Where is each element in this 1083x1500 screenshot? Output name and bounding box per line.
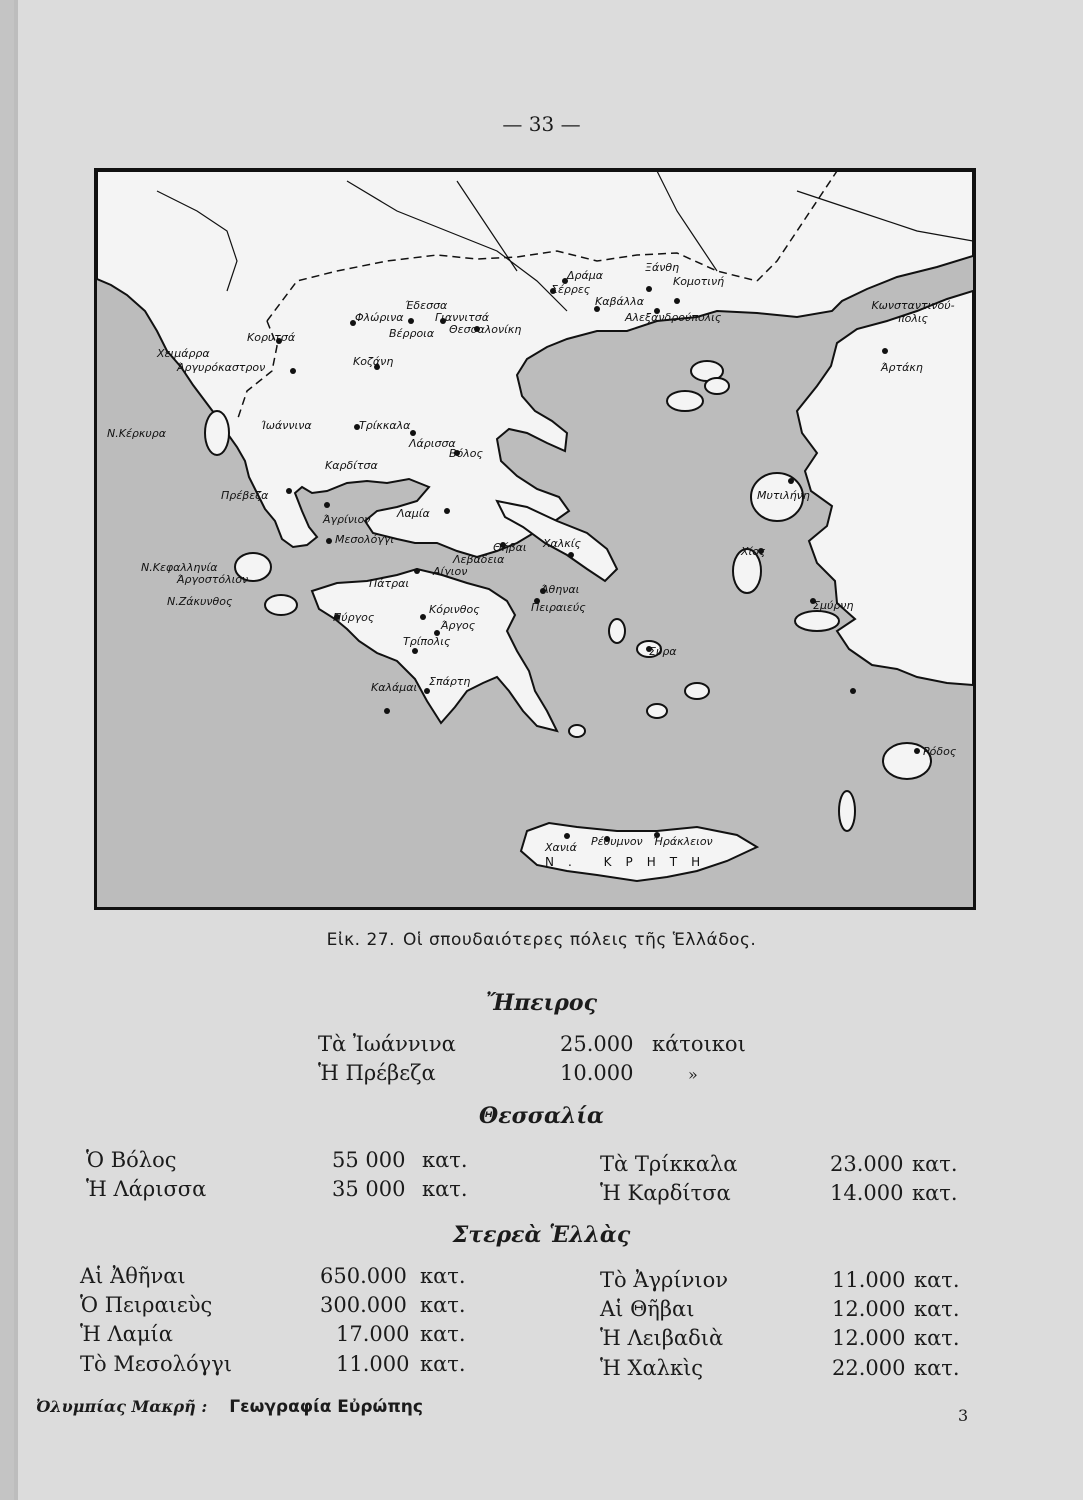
population: 55 000: [332, 1148, 406, 1172]
label-rodos: Ρόδος: [923, 745, 957, 758]
label-lamia: Λαμία: [397, 507, 430, 520]
population: 25.000: [560, 1032, 634, 1056]
label-mytilini: Μυτιλήνη: [757, 489, 810, 502]
unit: κάτοικοι: [652, 1032, 746, 1056]
label-argyrokastron: Άργυρόκαστρον: [177, 361, 266, 374]
city-name: Ἡ Καρδίτσα: [600, 1181, 731, 1205]
heading-thessalia: Θεσσαλία: [479, 1103, 604, 1129]
label-ioannina: Ίωάννινα: [261, 419, 312, 432]
label-thivai: Θήβαι: [493, 541, 527, 554]
label-trikala: Τρίκκαλα: [359, 419, 411, 432]
city-name: Τὸ Ἀγρίνιον: [600, 1268, 729, 1292]
label-kalamai: Καλάμαι: [371, 681, 418, 694]
population: 11.000: [832, 1268, 906, 1292]
label-drama: Δράμα: [567, 269, 604, 282]
label-tripolis: Τρίπολις: [403, 635, 451, 648]
city-name: Αἱ Θῆβαι: [600, 1297, 695, 1321]
label-preveza: Πρέβεζα: [221, 489, 269, 502]
city-name: Τὰ Τρίκκαλα: [600, 1152, 738, 1176]
label-kerkyra: Ν.Κέρκυρα: [107, 427, 166, 440]
city-name: Ὁ Βόλος: [86, 1148, 177, 1172]
caption-number: Εἰκ. 27.: [326, 930, 395, 950]
island-paros: [647, 704, 667, 718]
population: 12.000: [832, 1326, 906, 1350]
island-andros: [609, 619, 625, 643]
label-larisa: Λάρισσα: [409, 437, 456, 450]
city-name: Αἱ Ἀθῆναι: [80, 1264, 186, 1288]
unit: κατ.: [420, 1322, 466, 1346]
label-kefallinia: Ν.Κεφαλληνία: [141, 561, 218, 574]
label-korinthos: Κόρινθος: [429, 603, 480, 616]
map-drawing: [97, 171, 973, 907]
label-volos: Βόλος: [449, 447, 483, 460]
unit: κατ.: [914, 1297, 960, 1321]
unit: κατ.: [914, 1356, 960, 1380]
label-alexandroupolis: Αλεξανδρούπολις: [625, 311, 722, 324]
population: 14.000: [830, 1181, 904, 1205]
signature-mark: 3: [958, 1406, 969, 1425]
label-kavala: Καβάλλα: [595, 295, 645, 308]
unit: κατ.: [420, 1352, 466, 1376]
label-chania: Χανιά: [545, 841, 577, 854]
city-name: Τὰ Ἰωάννινα: [318, 1032, 456, 1056]
population: 23.000: [830, 1152, 904, 1176]
population: 22.000: [832, 1356, 906, 1380]
label-chalkis: Χαλκίς: [543, 537, 581, 550]
label-rethymnon: Ρέθυμνον: [591, 835, 643, 848]
figure-caption: [0, 930, 1083, 950]
island-naxos: [685, 683, 709, 699]
label-aigion: Αίγιον: [433, 565, 468, 578]
island-karpathos: [839, 791, 855, 831]
city-name: Ὁ Πειραιεὺς: [80, 1293, 213, 1317]
label-serres: Σέρρες: [551, 283, 591, 296]
label-chios: Χίος: [741, 545, 766, 558]
island-samos: [795, 611, 839, 631]
label-livadia: Λεβαδεια: [453, 553, 505, 566]
heading-epirus: Ἤπειρος: [486, 990, 597, 1016]
label-argostolion: Άργοστόλιον: [177, 573, 249, 586]
label-xanthi: Ξάνθη: [645, 261, 680, 274]
city-name: Ἡ Λαμία: [80, 1322, 173, 1346]
city-name: Ἡ Λειβαδιὰ: [600, 1326, 724, 1350]
population: 35 000: [332, 1177, 406, 1201]
island-milos: [569, 725, 585, 737]
island-samothraki: [705, 378, 729, 394]
label-irakleion: Ήράκλειον: [653, 835, 713, 848]
label-sparti: Σπάρτη: [429, 675, 471, 688]
label-thessaloniki: Θεσσαλονίκη: [449, 323, 522, 336]
label-syra: Σύρα: [649, 645, 677, 658]
label-giannitsa: Γιαννιτσά: [435, 311, 489, 324]
label-karditsa: Καρδίτσα: [325, 459, 378, 472]
page-number: — 33 —: [502, 112, 581, 136]
unit: κατ.: [912, 1152, 958, 1176]
footer-author: Ὀλυμπίας Μακρῆ :: [36, 1397, 208, 1416]
city-name: Ἡ Χαλκὶς: [600, 1356, 704, 1380]
label-artaki: Άρτάκη: [881, 361, 923, 374]
label-florina: Φλώρινα: [355, 311, 404, 324]
label-komotini: Κομοτινή: [673, 275, 725, 288]
page-edge-shadow: [14, 0, 18, 1500]
heading-sterea: Στερεὰ Ἑλλὰς: [452, 1222, 631, 1248]
label-edessa: Έδεσσα: [405, 299, 448, 312]
label-peiraieus: Πειραιεύς: [531, 601, 586, 614]
unit: κατ.: [422, 1148, 468, 1172]
label-kozani: Κοζάνη: [353, 355, 394, 368]
population: 650.000: [320, 1264, 407, 1288]
unit: κατ.: [420, 1264, 466, 1288]
footer-title: Γεωγραφία Εὐρώπης: [229, 1397, 423, 1417]
label-zakynthos: Ν.Ζάκυνθος: [167, 595, 233, 608]
population: 300.000: [320, 1293, 407, 1317]
label-konstantinoupolis: Κωνσταντινού-πολις: [871, 299, 955, 325]
city-name: Ἡ Λάρισσα: [86, 1177, 207, 1201]
label-agrinion: Άγρίνιον: [323, 513, 371, 526]
city-name: Ἡ Πρέβεζα: [318, 1061, 436, 1085]
unit: κατ.: [914, 1268, 960, 1292]
unit: κατ.: [422, 1177, 468, 1201]
label-smyrni: Σμύρνη: [813, 599, 854, 612]
map-figure: [94, 168, 976, 910]
unit: »: [688, 1065, 698, 1084]
island-zakynthos: [265, 595, 297, 615]
label-athinai: Άθηναι: [541, 583, 580, 596]
population: 10.000: [560, 1061, 634, 1085]
label-verroia: Βέρροια: [389, 327, 435, 340]
label-patrai: Πάτραι: [369, 577, 410, 590]
unit: κατ.: [912, 1181, 958, 1205]
unit: κατ.: [420, 1293, 466, 1317]
population: 11.000: [336, 1352, 410, 1376]
caption-text: Οἱ σπουδαιότερες πόλεις τῆς Ἑλλάδος.: [403, 930, 757, 950]
footer: [36, 1397, 423, 1417]
population: 17.000: [336, 1322, 410, 1346]
island-limnos: [667, 391, 703, 411]
label-koritsa: Κορυτσά: [247, 331, 296, 344]
label-pyrgos: Πύργος: [333, 611, 375, 624]
label-kriti: Ν. ΚΡΗΤΗ: [545, 855, 715, 869]
label-himarra: Χειμάρρα: [157, 347, 210, 360]
island-kerkyra: [205, 411, 229, 455]
city-name: Τὸ Μεσολόγγι: [80, 1352, 232, 1376]
label-argos: Άργος: [441, 619, 476, 632]
unit: κατ.: [914, 1326, 960, 1350]
label-mesolongi: Μεσολόγγι: [335, 533, 395, 546]
page-edge: [0, 0, 14, 1500]
population: 12.000: [832, 1297, 906, 1321]
